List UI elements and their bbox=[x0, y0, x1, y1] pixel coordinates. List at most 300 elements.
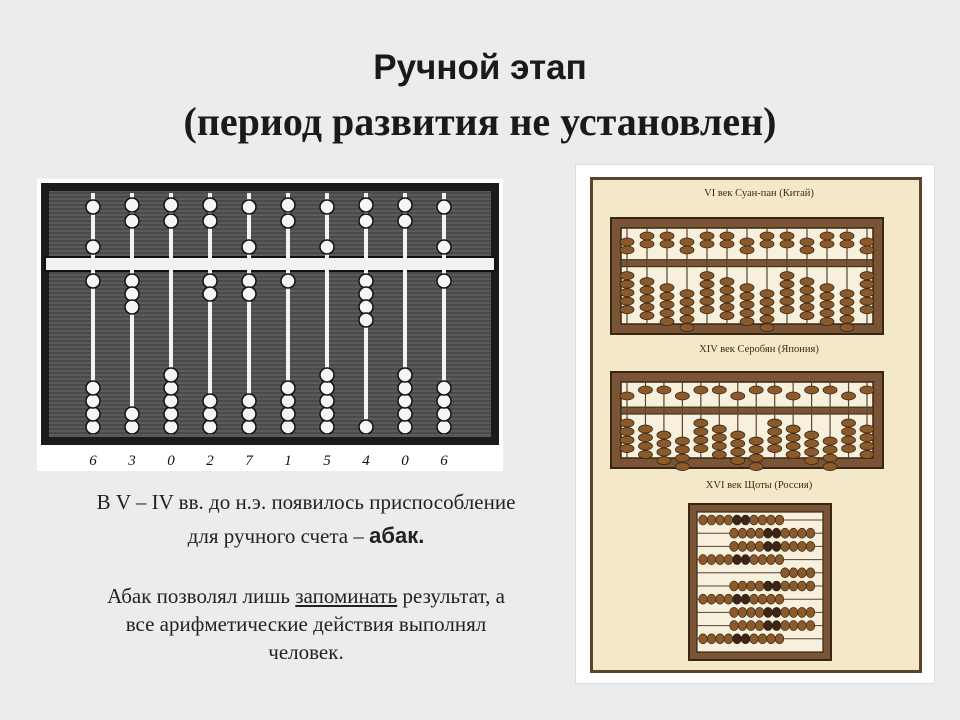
abacus-bead bbox=[731, 440, 745, 448]
abacus-bead bbox=[680, 324, 694, 332]
abacus-bead bbox=[730, 607, 739, 617]
abacus-bead bbox=[164, 394, 178, 408]
abacus-bead bbox=[203, 407, 217, 421]
abacus-bead bbox=[320, 381, 334, 395]
abacus-bead bbox=[840, 232, 854, 240]
abacus-bead bbox=[437, 407, 451, 421]
caption-suanpan: VI век Суан-пан (Китай) bbox=[704, 188, 814, 199]
abacus-bead bbox=[740, 246, 754, 254]
abacus-bead bbox=[657, 431, 671, 439]
abacus-bead bbox=[620, 428, 634, 436]
abacus-bead bbox=[242, 420, 256, 434]
abacus-bead bbox=[675, 454, 689, 462]
abacus-bead bbox=[660, 309, 674, 317]
abacus-bead bbox=[740, 318, 754, 326]
abacus-digit-label: 0 bbox=[401, 453, 409, 469]
abacus-bead bbox=[781, 621, 790, 631]
abacus-bead bbox=[772, 581, 781, 591]
abacus-bead bbox=[764, 607, 773, 617]
abacus-digit-label: 0 bbox=[167, 453, 175, 469]
abacus-bead bbox=[860, 306, 874, 314]
abacus-digit-label: 7 bbox=[245, 453, 253, 469]
abacus-bead bbox=[281, 198, 295, 212]
abacus-bead bbox=[800, 303, 814, 311]
paragraph-2-line-1 bbox=[36, 582, 576, 610]
abacus-bead bbox=[780, 240, 794, 248]
abacus-bead bbox=[398, 407, 412, 421]
abacus-bead bbox=[749, 386, 763, 394]
abacus-bead bbox=[724, 634, 733, 644]
abacus-bead bbox=[398, 198, 412, 212]
abacus-bead bbox=[760, 315, 774, 323]
abacus-bead bbox=[789, 568, 798, 578]
abacus-bead bbox=[747, 607, 756, 617]
abacus-bead bbox=[203, 198, 217, 212]
abacus-bead bbox=[620, 445, 634, 453]
abacus-bead bbox=[680, 315, 694, 323]
abacus-bead bbox=[640, 240, 654, 248]
abacus-bead bbox=[125, 407, 139, 421]
title-line-2: (период развития не установлен) bbox=[183, 99, 777, 144]
abacus-bead bbox=[798, 621, 807, 631]
abacus-bead bbox=[758, 515, 767, 525]
abacus-bead bbox=[680, 298, 694, 306]
paragraph-2-line-1-end: результат, а bbox=[397, 584, 505, 608]
abacus-bead bbox=[755, 541, 764, 551]
abacus-bead bbox=[620, 306, 634, 314]
abacus-bead bbox=[840, 290, 854, 298]
abacus-bead bbox=[640, 232, 654, 240]
abacus-bead bbox=[699, 634, 708, 644]
abacus-bead bbox=[720, 278, 734, 286]
abacus-bead bbox=[806, 607, 815, 617]
abacus-bead bbox=[203, 214, 217, 228]
abacus-illustration bbox=[37, 179, 503, 471]
abacus-bead bbox=[86, 407, 100, 421]
abacus-bead bbox=[767, 634, 776, 644]
abacus-bead bbox=[675, 463, 689, 471]
abacus-bead bbox=[738, 528, 747, 538]
abacus-bead bbox=[716, 555, 725, 565]
abacus-bead bbox=[125, 420, 139, 434]
abacus-bead bbox=[320, 420, 334, 434]
abacus-bead bbox=[820, 309, 834, 317]
abacus-bead bbox=[242, 407, 256, 421]
abacus-bead bbox=[437, 381, 451, 395]
abacus-bead bbox=[775, 515, 784, 525]
paragraph-1 bbox=[36, 486, 576, 553]
abacus-bead bbox=[281, 274, 295, 288]
abacus-bead bbox=[842, 436, 856, 444]
abacus-bead bbox=[700, 306, 714, 314]
abacus-bead bbox=[755, 621, 764, 631]
abacus-bead bbox=[740, 238, 754, 246]
abacus-term: абак. bbox=[369, 523, 425, 548]
abacus-bead bbox=[767, 555, 776, 565]
abacus-history-image bbox=[590, 177, 922, 673]
abacus-bead bbox=[789, 621, 798, 631]
abacus-bead bbox=[860, 386, 874, 394]
abacus-bead bbox=[700, 297, 714, 305]
abacus-bead bbox=[860, 238, 874, 246]
abacus-bead bbox=[720, 312, 734, 320]
abacus-bead bbox=[740, 284, 754, 292]
abacus-bead bbox=[768, 436, 782, 444]
abacus-bead bbox=[359, 287, 373, 301]
abacus-bead bbox=[398, 214, 412, 228]
abacus-bead bbox=[786, 442, 800, 450]
abacus-bead bbox=[320, 368, 334, 382]
abacus-bead bbox=[820, 284, 834, 292]
abacus-bead bbox=[437, 240, 451, 254]
abacus-bead bbox=[730, 541, 739, 551]
abacus-bead bbox=[786, 392, 800, 400]
abacus-bead bbox=[800, 246, 814, 254]
abacus-drawing bbox=[37, 179, 503, 471]
caption-soroban: XIV век Серобян (Япония) bbox=[699, 344, 819, 355]
abacus-bead bbox=[823, 463, 837, 471]
abacus-bead bbox=[749, 437, 763, 445]
abacus-bead bbox=[860, 434, 874, 442]
abacus-bead bbox=[780, 280, 794, 288]
abacus-bead bbox=[699, 555, 708, 565]
abacus-bead bbox=[738, 621, 747, 631]
abacus-bead bbox=[805, 440, 819, 448]
abacus-bead bbox=[806, 621, 815, 631]
abacus-bead bbox=[840, 307, 854, 315]
abacus-bead bbox=[203, 274, 217, 288]
abacus-bead bbox=[780, 306, 794, 314]
abacus-bead bbox=[700, 240, 714, 248]
abacus-bead bbox=[780, 297, 794, 305]
abacus-bead bbox=[747, 541, 756, 551]
abacus-bead bbox=[733, 515, 742, 525]
abacus-bead bbox=[741, 515, 750, 525]
abacus-bead bbox=[789, 528, 798, 538]
abacus-bead bbox=[781, 541, 790, 551]
abacus-bead bbox=[320, 200, 334, 214]
abacus-bead bbox=[707, 515, 716, 525]
abacus-bead bbox=[780, 272, 794, 280]
abacus-bead bbox=[242, 274, 256, 288]
abacus-bead bbox=[716, 594, 725, 604]
abacus-bead bbox=[675, 392, 689, 400]
abacus-bead bbox=[800, 278, 814, 286]
abacus-bead bbox=[638, 451, 652, 459]
abacus-bead bbox=[730, 581, 739, 591]
abacus-bead bbox=[437, 420, 451, 434]
abacus-bead bbox=[281, 407, 295, 421]
abacus-bead bbox=[638, 442, 652, 450]
abacus-bead bbox=[398, 381, 412, 395]
abacus-bead bbox=[694, 419, 708, 427]
abacus-bead bbox=[820, 232, 834, 240]
abacus-bead bbox=[768, 386, 782, 394]
abacus-bead bbox=[758, 555, 767, 565]
abacus-bead bbox=[860, 280, 874, 288]
abacus-bead bbox=[712, 451, 726, 459]
abacus-bead bbox=[359, 214, 373, 228]
abacus-bead bbox=[125, 274, 139, 288]
abacus-bead bbox=[798, 541, 807, 551]
abacus-bead bbox=[638, 386, 652, 394]
caption-schoty: XVI век Щоты (Россия) bbox=[705, 480, 813, 491]
abacus-bead bbox=[242, 200, 256, 214]
abacus-bead bbox=[437, 274, 451, 288]
abacus-bead bbox=[805, 386, 819, 394]
abacus-digit-label: 5 bbox=[323, 453, 331, 469]
abacus-bead bbox=[86, 381, 100, 395]
abacus-bead bbox=[712, 386, 726, 394]
abacus-bead bbox=[738, 581, 747, 591]
abacus-bead bbox=[320, 240, 334, 254]
abacus-bead bbox=[780, 232, 794, 240]
abacus-bead bbox=[716, 515, 725, 525]
abacus-history-panel bbox=[576, 165, 934, 683]
abacus-bead bbox=[780, 289, 794, 297]
abacus-bead bbox=[772, 528, 781, 538]
abacus-bead bbox=[660, 232, 674, 240]
abacus-bead bbox=[740, 292, 754, 300]
abacus-bead bbox=[840, 324, 854, 332]
abacus-bead bbox=[700, 232, 714, 240]
abacus-bead bbox=[840, 298, 854, 306]
abacus-bead bbox=[694, 445, 708, 453]
abacus-bead bbox=[359, 198, 373, 212]
abacus-bead bbox=[764, 541, 773, 551]
abacus-bead bbox=[758, 634, 767, 644]
abacus-bead bbox=[781, 568, 790, 578]
abacus-bead bbox=[680, 246, 694, 254]
abacus-bead bbox=[738, 607, 747, 617]
abacus-bead bbox=[764, 621, 773, 631]
abacus-bead bbox=[720, 286, 734, 294]
abacus-bead bbox=[806, 528, 815, 538]
abacus-bead bbox=[660, 240, 674, 248]
abacus-bead bbox=[712, 442, 726, 450]
abacus-bead bbox=[798, 568, 807, 578]
abacus-bead bbox=[437, 200, 451, 214]
abacus-bead bbox=[320, 407, 334, 421]
abacus-bead bbox=[823, 446, 837, 454]
abacus-bead bbox=[620, 272, 634, 280]
abacus-bead bbox=[724, 594, 733, 604]
abacus-bead bbox=[398, 394, 412, 408]
abacus-digit-label: 1 bbox=[284, 453, 292, 469]
abacus-bead bbox=[731, 392, 745, 400]
abacus-bead bbox=[798, 607, 807, 617]
abacus-bead bbox=[675, 446, 689, 454]
abacus-bead bbox=[768, 428, 782, 436]
abacus-bead bbox=[820, 301, 834, 309]
abacus-bead bbox=[720, 303, 734, 311]
abacus-bead bbox=[740, 309, 754, 317]
abacus-bead bbox=[398, 420, 412, 434]
abacus-digit-label: 3 bbox=[128, 453, 136, 469]
abacus-bead bbox=[86, 420, 100, 434]
abacus-bead bbox=[760, 307, 774, 315]
paragraph-2 bbox=[36, 582, 576, 666]
underlined-word: запоминать bbox=[295, 584, 398, 608]
abacus-bead bbox=[437, 394, 451, 408]
abacus-bead bbox=[747, 581, 756, 591]
abacus-bead bbox=[86, 274, 100, 288]
abacus-bead bbox=[359, 300, 373, 314]
abacus-bead bbox=[730, 528, 739, 538]
abacus-bead bbox=[281, 394, 295, 408]
abacus-bead bbox=[842, 428, 856, 436]
abacus-bead bbox=[786, 451, 800, 459]
abacus-bead bbox=[164, 381, 178, 395]
abacus-bead bbox=[359, 274, 373, 288]
abacus-bead bbox=[125, 300, 139, 314]
abacus-bead bbox=[750, 594, 759, 604]
abacus-bead bbox=[800, 238, 814, 246]
abacus-bead bbox=[700, 289, 714, 297]
abacus-bead bbox=[86, 240, 100, 254]
abacus-bead bbox=[359, 313, 373, 327]
abacus-bead bbox=[620, 436, 634, 444]
abacus-bead bbox=[798, 581, 807, 591]
abacus-bead bbox=[660, 318, 674, 326]
abacus-bead bbox=[823, 386, 837, 394]
abacus-bead bbox=[740, 301, 754, 309]
abacus-bead bbox=[749, 463, 763, 471]
abacus-bead bbox=[750, 555, 759, 565]
abacus-digit-label: 2 bbox=[206, 453, 214, 469]
abacus-bead bbox=[840, 315, 854, 323]
abacus-bead bbox=[640, 295, 654, 303]
suanpan-drawing bbox=[607, 210, 887, 340]
abacus-bead bbox=[842, 392, 856, 400]
abacus-bead bbox=[398, 368, 412, 382]
abacus-bead bbox=[657, 457, 671, 465]
abacus-bead bbox=[620, 280, 634, 288]
abacus-bead bbox=[716, 634, 725, 644]
abacus-bead bbox=[699, 515, 708, 525]
abacus-bead bbox=[203, 287, 217, 301]
abacus-bead bbox=[760, 324, 774, 332]
abacus-bead bbox=[694, 386, 708, 394]
abacus-bead bbox=[860, 297, 874, 305]
abacus-bead bbox=[638, 434, 652, 442]
abacus-bead bbox=[789, 541, 798, 551]
abacus-bead bbox=[860, 246, 874, 254]
abacus-bead bbox=[359, 420, 373, 434]
abacus-bead bbox=[806, 568, 815, 578]
abacus-bead bbox=[733, 634, 742, 644]
abacus-bead bbox=[707, 634, 716, 644]
abacus-bead bbox=[860, 451, 874, 459]
abacus-bead bbox=[772, 541, 781, 551]
abacus-bead bbox=[860, 289, 874, 297]
abacus-bead bbox=[731, 448, 745, 456]
abacus-bead bbox=[730, 621, 739, 631]
abacus-bead bbox=[760, 240, 774, 248]
abacus-bead bbox=[281, 381, 295, 395]
abacus-bead bbox=[789, 607, 798, 617]
abacus-bead bbox=[789, 581, 798, 591]
abacus-bead bbox=[823, 437, 837, 445]
paragraph-1-line-2 bbox=[36, 519, 576, 553]
abacus-bead bbox=[164, 198, 178, 212]
abacus-bead bbox=[741, 594, 750, 604]
abacus-bead bbox=[842, 445, 856, 453]
abacus-bead bbox=[741, 634, 750, 644]
abacus-bead bbox=[760, 298, 774, 306]
abacus-bead bbox=[203, 420, 217, 434]
abacus-bead bbox=[806, 541, 815, 551]
paragraph-1-line-2-text: для ручного счета – bbox=[187, 524, 370, 548]
abacus-bead bbox=[720, 240, 734, 248]
abacus-bead bbox=[620, 297, 634, 305]
abacus-bead bbox=[680, 307, 694, 315]
abacus-bead bbox=[840, 240, 854, 248]
abacus-bead bbox=[738, 541, 747, 551]
abacus-bead bbox=[767, 594, 776, 604]
abacus-bead bbox=[640, 312, 654, 320]
abacus-bead bbox=[805, 431, 819, 439]
schoty-drawing bbox=[685, 500, 835, 665]
abacus-bead bbox=[694, 428, 708, 436]
abacus-bead bbox=[620, 419, 634, 427]
abacus-bead bbox=[731, 431, 745, 439]
abacus-bead bbox=[724, 555, 733, 565]
abacus-bead bbox=[860, 272, 874, 280]
abacus-bead bbox=[775, 555, 784, 565]
abacus-bead bbox=[786, 425, 800, 433]
abacus-bead bbox=[800, 295, 814, 303]
abacus-bead bbox=[707, 555, 716, 565]
abacus-bead bbox=[747, 621, 756, 631]
abacus-bead bbox=[712, 425, 726, 433]
paragraph-2-line-1-start: Абак позволял лишь bbox=[107, 584, 296, 608]
abacus-bead bbox=[760, 232, 774, 240]
abacus-bead bbox=[760, 290, 774, 298]
abacus-digit-label: 6 bbox=[440, 453, 448, 469]
abacus-bead bbox=[823, 454, 837, 462]
abacus-bead bbox=[805, 448, 819, 456]
abacus-bead bbox=[320, 394, 334, 408]
abacus-bead bbox=[820, 240, 834, 248]
abacus-bead bbox=[640, 278, 654, 286]
abacus-bead bbox=[786, 434, 800, 442]
abacus-bead bbox=[805, 457, 819, 465]
abacus-bead bbox=[806, 581, 815, 591]
abacus-bead bbox=[281, 214, 295, 228]
abacus-bead bbox=[660, 284, 674, 292]
abacus-bead bbox=[680, 290, 694, 298]
abacus-bead bbox=[768, 445, 782, 453]
abacus-bead bbox=[720, 295, 734, 303]
abacus-digit-label: 4 bbox=[362, 453, 370, 469]
abacus-bead bbox=[712, 434, 726, 442]
abacus-bead bbox=[164, 420, 178, 434]
abacus-bead bbox=[758, 594, 767, 604]
abacus-bead bbox=[800, 312, 814, 320]
abacus-bead bbox=[164, 214, 178, 228]
abacus-bead bbox=[720, 232, 734, 240]
abacus-bead bbox=[694, 436, 708, 444]
abacus-bead bbox=[660, 301, 674, 309]
abacus-bead bbox=[657, 440, 671, 448]
abacus-bead bbox=[657, 386, 671, 394]
abacus-bead bbox=[640, 286, 654, 294]
abacus-bead bbox=[700, 280, 714, 288]
abacus-bead bbox=[125, 287, 139, 301]
abacus-bead bbox=[781, 528, 790, 538]
abacus-bead bbox=[800, 286, 814, 294]
